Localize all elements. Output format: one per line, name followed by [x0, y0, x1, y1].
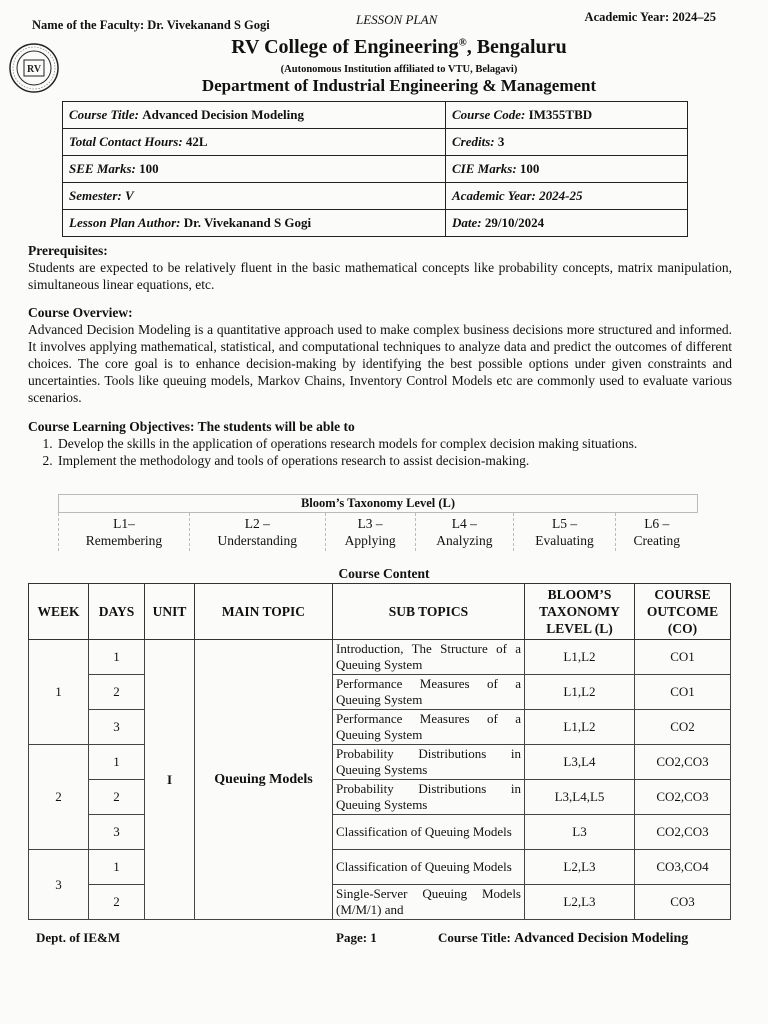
table-row: [29, 885, 731, 920]
co-cell: CO2,CO3: [635, 780, 731, 815]
prerequisites-section: [28, 242, 732, 293]
course-info-table: [62, 101, 688, 237]
overview-section: [28, 304, 732, 406]
bloom-cell: L2,L3: [525, 885, 635, 920]
table-row: [29, 850, 731, 885]
subtopic-cell: Probability Distributions in Queuing Systems: [333, 745, 525, 780]
footer-dept: Dept. of IE&M: [36, 930, 121, 945]
footer-page-number: Page: 1: [336, 930, 377, 945]
week-cell: 2: [29, 745, 89, 850]
department-name: Department of Industrial Engineering & Management: [201, 76, 597, 95]
day-cell: 2: [89, 885, 145, 920]
col-header-week: WEEK: [29, 584, 89, 640]
day-cell: 1: [89, 850, 145, 885]
week-cell: 3: [29, 850, 89, 920]
day-cell: 2: [89, 675, 145, 710]
blooms-level: L6 – Creating: [616, 513, 698, 552]
blooms-level: L4 – Analyzing: [415, 513, 513, 552]
bloom-cell: L2,L3: [525, 850, 635, 885]
overview-text: Advanced Decision Modeling is a quantitative approach used to make complex business decisions more structured and informed. It involves applying mathematical, statistical, and computational techniques to analyze data and predict the outcomes of different choices. The core goal is to enhance decision-making by identifying the best possible options under given constraints and uncertainties. Tools like queuing models, Markov Chains, Inventory Control Models etc are commonly used to evaluate various scenarios.: [28, 322, 732, 405]
co-cell: CO1: [635, 675, 731, 710]
bloom-cell: L3: [525, 815, 635, 850]
day-cell: 2: [89, 780, 145, 815]
col-header-main-topic: MAIN TOPIC: [195, 584, 333, 640]
see-marks-cell: SEE Marks: 100: [63, 156, 446, 183]
col-header-sub-topics: SUB TOPICS: [333, 584, 525, 640]
date-cell: Date: 29/10/2024: [446, 210, 688, 237]
author-cell: Lesson Plan Author: Dr. Vivekanand S Gogi: [63, 210, 446, 237]
blooms-level: L3 – Applying: [325, 513, 415, 552]
objective-item: 2. Implement the methodology and tools of operations research to assist decision-making.: [56, 452, 732, 469]
academic-year-cell: Academic Year: 2024-25: [446, 183, 688, 210]
unit-cell: I: [145, 640, 195, 920]
co-cell: CO2,CO3: [635, 745, 731, 780]
bloom-cell: L3,L4,L5: [525, 780, 635, 815]
table-row: [29, 815, 731, 850]
co-cell: CO2: [635, 710, 731, 745]
semester-cell: Semester: V: [63, 183, 446, 210]
co-cell: CO3: [635, 885, 731, 920]
prerequisites-text: Students are expected to be relatively fluent in the basic mathematical concepts like probability concepts, matrix manipulation, simultaneous linear equations, etc.: [28, 260, 732, 292]
blooms-level: L1– Remembering: [59, 513, 190, 552]
blooms-level: L2 – Understanding: [189, 513, 325, 552]
document-type: LESSON PLAN: [356, 12, 438, 27]
bloom-cell: L1,L2: [525, 710, 635, 745]
objective-item: 1. Develop the skills in the application of operations research models for complex decision making situations.: [56, 435, 732, 452]
co-cell: CO2,CO3: [635, 815, 731, 850]
course-content-heading: Course Content: [338, 566, 430, 581]
table-row: [29, 780, 731, 815]
subtopic-cell: Classification of Queuing Models: [333, 815, 525, 850]
faculty-name: Name of the Faculty: Dr. Vivekanand S Gogi: [32, 18, 270, 32]
bloom-cell: L3,L4: [525, 745, 635, 780]
day-cell: 3: [89, 710, 145, 745]
affiliation: (Autonomous Institution affiliated to VTU, Belagavi): [280, 64, 518, 75]
course-title-cell: Course Title: Advanced Decision Modeling: [63, 102, 446, 129]
bloom-cell: L1,L2: [525, 675, 635, 710]
subtopic-cell: Single-Server Queuing Models (M/M/1) and: [333, 885, 525, 920]
col-header-days: DAYS: [89, 584, 145, 640]
blooms-taxonomy-table: [58, 494, 698, 551]
blooms-heading: Bloom’s Taxonomy Level (L): [59, 495, 698, 513]
academic-year-top: Academic Year: 2024–25: [584, 10, 716, 24]
main-topic-cell: Queuing Models: [195, 640, 333, 920]
day-cell: 1: [89, 745, 145, 780]
table-row: [29, 640, 731, 675]
week-cell: 1: [29, 640, 89, 745]
co-cell: CO1: [635, 640, 731, 675]
col-header-unit: UNIT: [145, 584, 195, 640]
bloom-cell: L1,L2: [525, 640, 635, 675]
objectives-section: [28, 418, 732, 469]
blooms-level: L5 – Evaluating: [514, 513, 616, 552]
contact-hours-cell: Total Contact Hours: 42L: [63, 129, 446, 156]
credits-cell: Credits: 3: [446, 129, 688, 156]
table-row: [29, 710, 731, 745]
objectives-list: [28, 435, 732, 469]
college-name: RV College of Engineering®, Bengaluru: [231, 36, 567, 58]
table-row: [29, 745, 731, 780]
top-line: [32, 10, 736, 32]
subtopic-cell: Performance Measures of a Queuing System: [333, 710, 525, 745]
co-cell: CO3,CO4: [635, 850, 731, 885]
day-cell: 1: [89, 640, 145, 675]
subtopic-cell: Introduction, The Structure of a Queuing System: [333, 640, 525, 675]
col-header-blooms-level: BLOOM’S TAXONOMY LEVEL (L): [525, 584, 635, 640]
subtopic-cell: Classification of Queuing Models: [333, 850, 525, 885]
table-row: [29, 675, 731, 710]
prerequisites-heading: Prerequisites:: [28, 243, 108, 258]
overview-heading: Course Overview:: [28, 305, 133, 320]
col-header-course-outcome: COURSE OUTCOME (CO): [635, 584, 731, 640]
objectives-heading: Course Learning Objectives: The students will be able to: [28, 419, 355, 434]
course-code-cell: Course Code: IM355TBD: [446, 102, 688, 129]
course-content-table: [28, 583, 731, 920]
subtopic-cell: Performance Measures of a Queuing System: [333, 675, 525, 710]
day-cell: 3: [89, 815, 145, 850]
footer-course-title: Course Title: Advanced Decision Modeling: [438, 930, 689, 946]
cie-marks-cell: CIE Marks: 100: [446, 156, 688, 183]
logo-lettering: RV: [26, 64, 42, 75]
subtopic-cell: Probability Distributions in Queuing Systems: [333, 780, 525, 815]
